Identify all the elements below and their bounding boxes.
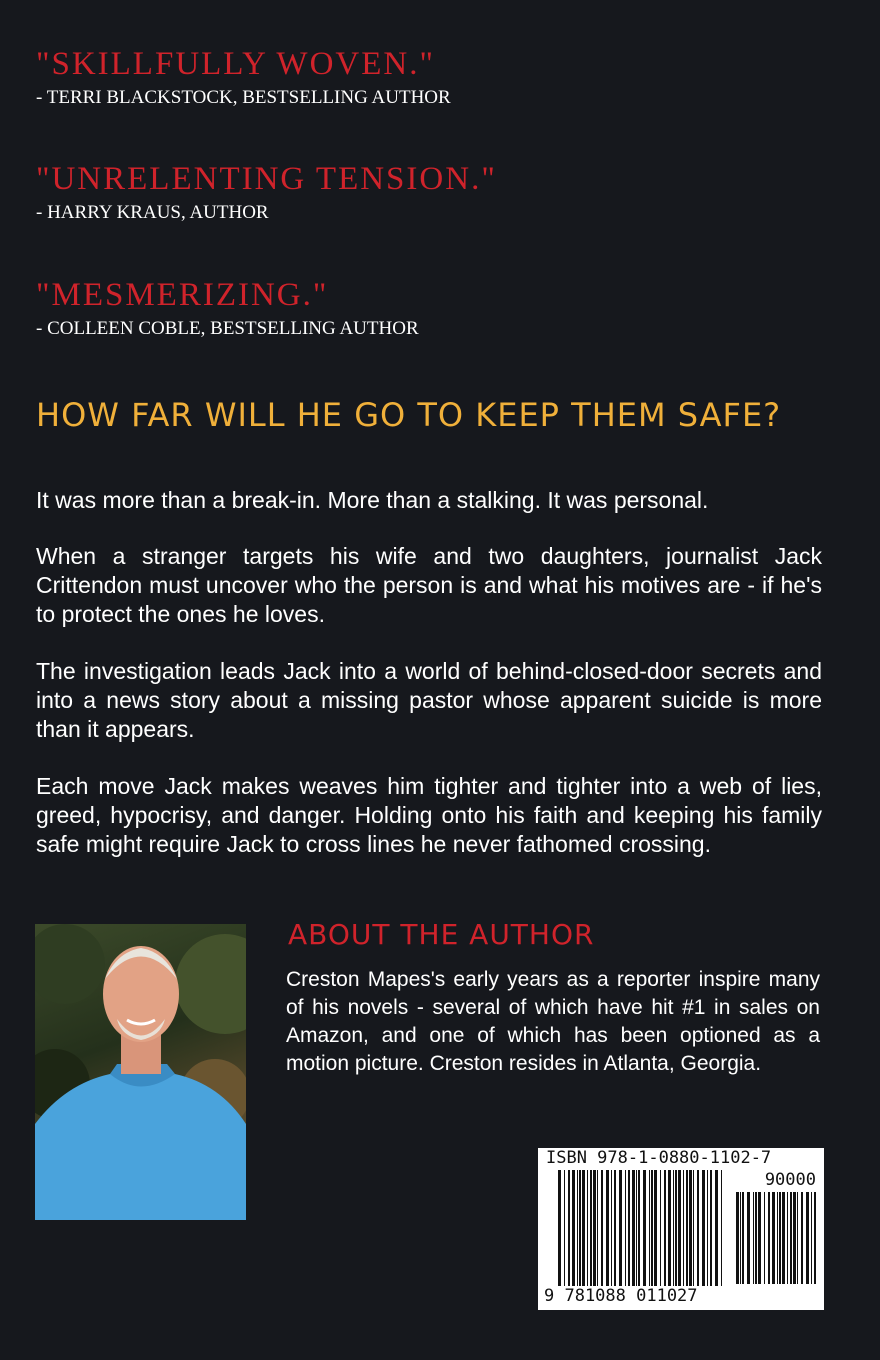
author-portrait-icon	[35, 924, 246, 1220]
review-text: "UNRELENTING TENSION."	[36, 161, 497, 197]
review-text: "MESMERIZING."	[36, 277, 329, 313]
price-code: 90000	[764, 1170, 816, 1190]
author-bio: Creston Mapes's early years as a reporter inspire many of his novels - several of which have hit #1 in sales on Amazon, and one of which has been optioned as a motion picture. Creston resides in Atlanta, Georgia.	[286, 968, 820, 1075]
blurb-paragraph-2: When a stranger targets his wife and two daughters, journalist Jack Crittendon must uncover who the person is and what his motives are - if he's to protect the ones he loves.	[36, 543, 822, 627]
review-attribution: - TERRI BLACKSTOCK, BESTSELLING AUTHOR	[36, 87, 451, 108]
review-quote-1	[36, 48, 451, 109]
review-attribution: - COLLEEN COBLE, BESTSELLING AUTHOR	[36, 318, 419, 339]
isbn-number: ISBN 978-1-0880-1102-7	[546, 1148, 772, 1168]
review-text: "SKILLFULLY WOVEN."	[36, 46, 435, 82]
review-quote-3	[36, 279, 419, 340]
tagline-headline: HOW FAR WILL HE GO TO KEEP THEM SAFE?	[36, 396, 782, 434]
ean-number: 9 781088 011027	[544, 1286, 698, 1306]
author-photo	[35, 924, 246, 1220]
review-attribution: - HARRY KRAUS, AUTHOR	[36, 202, 269, 223]
review-quote-2	[36, 163, 497, 224]
blurb-paragraph-1: It was more than a break-in. More than a stalking. It was personal.	[36, 487, 709, 513]
blurb-paragraph-4: Each move Jack makes weaves him tighter and tighter into a web of lies, greed, hypocrisy, and danger. Holding onto his faith and keeping his family safe might require Jack to cross lines he never fathomed crossing.	[36, 773, 822, 857]
blurb-paragraph-3: The investigation leads Jack into a world of behind-closed-door secrets and into a news story about a missing pastor whose apparent suicide is more than it appears.	[36, 658, 822, 742]
about-author-heading: ABOUT THE AUTHOR	[288, 918, 595, 951]
isbn-barcode	[538, 1148, 824, 1310]
